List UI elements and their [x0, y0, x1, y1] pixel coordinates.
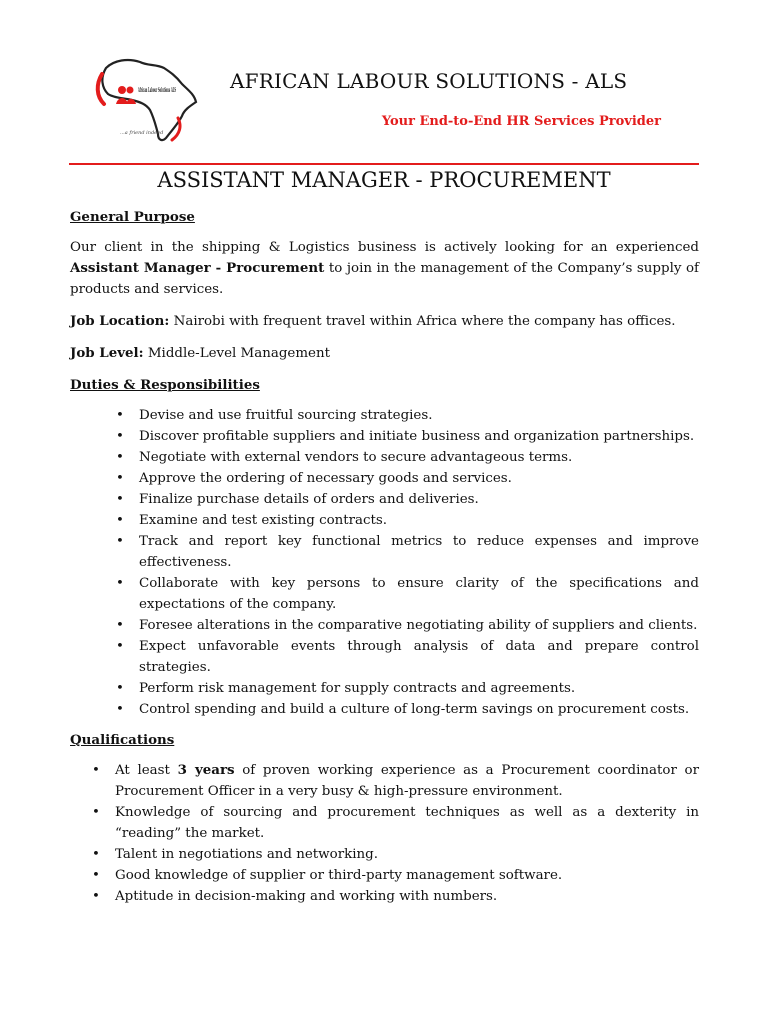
- list-item: • Finalize purchase details of orders and deliveries.: [70, 489, 699, 510]
- list-item: • Devise and use fruitful sourcing strategies.: [70, 405, 699, 426]
- general-purpose-heading: General Purpose: [70, 209, 195, 225]
- list-item: • Discover profitable suppliers and initiate business and organization partnerships.: [70, 426, 699, 447]
- job-level: [70, 343, 699, 364]
- header-divider: [69, 163, 699, 165]
- qualifications-list: [70, 760, 699, 907]
- logo-tagline: ...a friend indeed: [120, 130, 164, 136]
- qualifications-heading: Qualifications: [70, 732, 175, 748]
- list-item: • Expect unfavorable events through analysis of data and prepare control strategies.: [70, 636, 699, 678]
- list-item: • Approve the ordering of necessary goods and services.: [70, 468, 699, 489]
- organization-name: AFRICAN LABOUR SOLUTIONS - ALS: [230, 69, 628, 93]
- people-icon: [118, 86, 126, 94]
- job-level-label: Job Level:: [70, 345, 144, 361]
- logo-text: African Labour Solutions ALS: [137, 86, 177, 94]
- list-item: • Examine and test existing contracts.: [70, 510, 699, 531]
- list-item: • Good knowledge of supplier or third-party management software.: [70, 865, 699, 886]
- list-item: • Negotiate with external vendors to secure advantageous terms.: [70, 447, 699, 468]
- africa-outline-icon: [102, 60, 196, 140]
- company-logo: [84, 54, 214, 146]
- job-location-value: Nairobi with frequent travel within Africa where the company has offices.: [169, 314, 676, 329]
- general-purpose-text: Our client in the shipping & Logistics business is actively looking for an experienced Assistant Manager - Procurement to join in the management of the Company’s supply of products and services.: [70, 240, 699, 297]
- list-item: • Perform risk management for supply contracts and agreements.: [70, 678, 699, 699]
- job-description: [70, 207, 699, 917]
- list-item: • Collaborate with key persons to ensure clarity of the specifications and expectations of the company.: [70, 573, 699, 615]
- duties-heading: Duties & Responsibilities: [70, 377, 260, 393]
- list-item: • At least 3 years of proven working experience as a Procurement coordinator or Procurement Officer in a very busy & high-pressure environment.: [70, 760, 699, 802]
- job-level-value: Middle-Level Management: [143, 346, 330, 361]
- list-item: • Control spending and build a culture of long-term savings on procurement costs.: [70, 699, 699, 720]
- job-title: ASSISTANT MANAGER - PROCUREMENT: [157, 168, 611, 192]
- list-item: • Foresee alterations in the comparative negotiating ability of suppliers and clients.: [70, 615, 699, 636]
- list-item: • Aptitude in decision-making and working with numbers.: [70, 886, 699, 907]
- duties-list: [70, 405, 699, 720]
- list-item: • Talent in negotiations and networking.: [70, 844, 699, 865]
- organization-tagline: Your End-to-End HR Services Provider: [381, 114, 661, 129]
- job-location-label: Job Location:: [70, 313, 170, 329]
- list-item: • Track and report key functional metrics to reduce expenses and improve effectiveness.: [70, 531, 699, 573]
- list-item: • Knowledge of sourcing and procurement techniques as well as a dexterity in “reading” the market.: [70, 802, 699, 844]
- years-required: 3 years: [177, 762, 235, 778]
- role-name: Assistant Manager - Procurement: [70, 260, 325, 276]
- job-location: [70, 311, 699, 332]
